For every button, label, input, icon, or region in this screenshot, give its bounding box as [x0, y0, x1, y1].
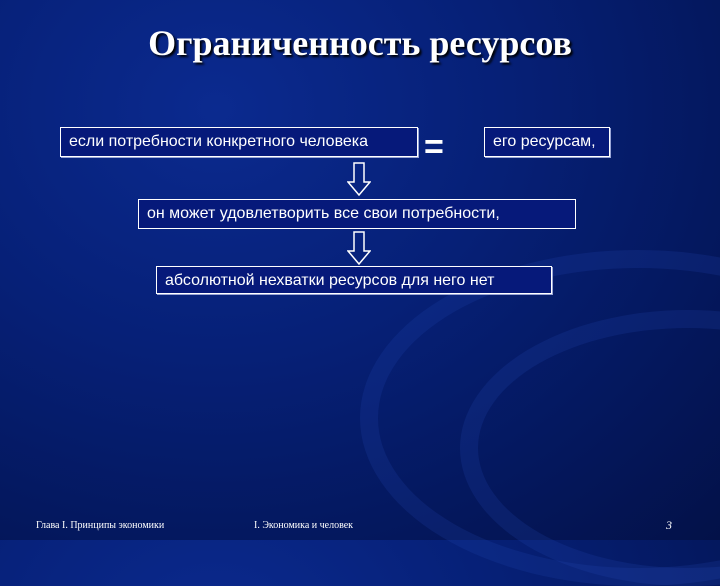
needs-box: если потребности конкретного человека [60, 127, 418, 157]
page-number: 3 [666, 518, 672, 532]
resources-box: его ресурсам, [484, 127, 610, 157]
no-shortage-box: абсолютной нехватки ресурсов для него нет [156, 266, 552, 294]
down-arrow-icon [347, 231, 371, 265]
satisfy-box: он может удовлетворить все свои потребности, [138, 199, 576, 229]
background-swoosh [460, 310, 720, 586]
equals-sign: = [424, 128, 444, 166]
down-arrow-icon [347, 162, 371, 196]
footer-section: I. Экономика и человек [254, 520, 354, 531]
slide-title: Ограниченность ресурсов [148, 23, 572, 63]
footer-chapter: Глава I. Принципы экономики [36, 520, 165, 531]
background-swoosh [360, 250, 720, 586]
